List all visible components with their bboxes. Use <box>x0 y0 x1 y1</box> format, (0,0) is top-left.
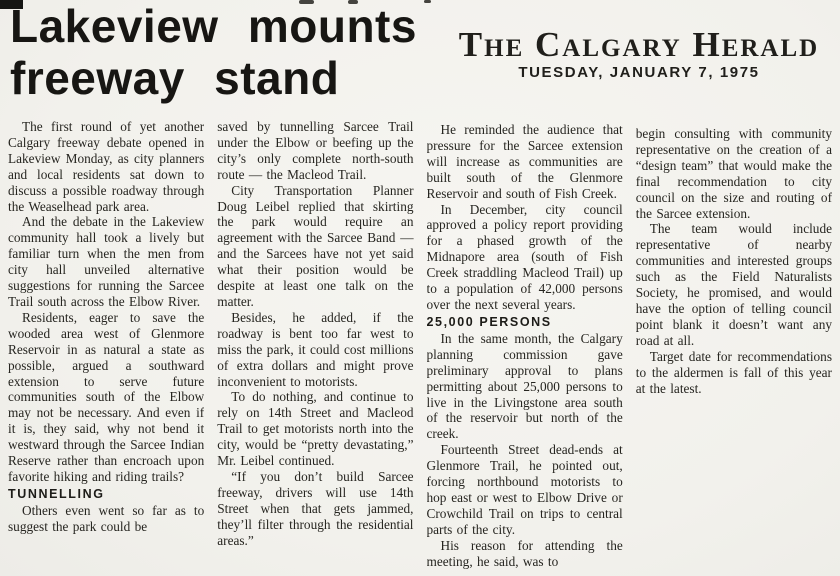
headline-line-2: freeway stand <box>10 52 340 104</box>
article-paragraph: He reminded the audience that pressure for the Sarcee extension will increase as communities are built south of the Glenmore Reservoir and south of Fish Creek. <box>426 122 623 201</box>
article-paragraph: The first round of yet another Calgary freeway debate opened in Lakeview Monday, as city planners and local residents sat down to discuss a possible roadway through the Weaselhead park area. <box>8 119 205 214</box>
article-paragraph: The team would include representative of nearby communities and interested groups such as the Field Naturalists Society, he promised, and would have the option of telling council point blank it doesn’t want any road at all. <box>635 221 832 348</box>
article-paragraph: Others even went so far as to suggest the park could be <box>8 502 205 534</box>
article-paragraph: In the same month, the Calgary planning commission gave preliminary approval to plans permitting about 25,000 persons to live in the Livingstone area south of the reservoir but north of the creek. <box>426 330 623 442</box>
article-paragraph: Residents, eager to save the wooded area west of Glenmore Reservoir in as natural a state as possible, argued a southward extension to serve future communities south of the Elbow may not be necessary. And even if it is, they said, why not bend it westward through the Sarcee Indian Reserve rather than encroach upon favorite hiking and riding trails? <box>8 309 205 484</box>
article-column-2 <box>217 106 413 576</box>
section-subhead: 25,000 PERSONS <box>426 314 552 329</box>
article-headline <box>10 0 440 104</box>
article-paragraph: To do nothing, and continue to rely on 14th Street and Macleod Trail to get motorists north into the city, would be “pretty devastating,” Mr. Leibel continued. <box>217 389 414 469</box>
article-column-1 <box>8 106 204 576</box>
article-column-3 <box>427 106 623 576</box>
article-body <box>8 106 832 576</box>
article-paragraph: Fourteenth Street dead-ends at Glenmore Trail, he pointed out, forcing northbound motorists to hop east or west to Elbow Drive or Crowchild Trail on trips to central parts of the city. <box>426 442 623 537</box>
article-paragraph: begin consulting with community representative on the creation of a “design team” that would make the final recommendation to city council on the size and routing of the Sarcee extension. <box>635 126 832 221</box>
article-paragraph: “If you don’t build Sarcee freeway, drivers will use 14th Street when that gets jammed, they’ll filter through the residential areas.” <box>217 468 414 548</box>
article-column-4 <box>636 106 832 576</box>
article-paragraph: His reason for attending the meeting, he said, was to <box>426 537 623 569</box>
article-paragraph: In December, city council approved a policy report providing for a phased growth of the Midnapore area (south of Fish Creek straddling Macleod Trail) up to a population of 42,000 persons over the next several years. <box>426 201 623 312</box>
section-subhead: TUNNELLING <box>8 486 105 501</box>
issue-date: TUESDAY, JANUARY 7, 1975 <box>518 64 760 81</box>
headline-line-1: Lakeview mounts <box>10 0 417 52</box>
article-paragraph: saved by tunnelling Sarcee Trail under the Elbow or beefing up the city’s only complete north-south route — the Macleod Trail. <box>217 119 414 182</box>
article-paragraph: And the debate in the Lakeview community hall took a lively but familiar turn when the men from city hall unveiled alternative suggestions for running the Sarcee Trail south across the Elbow River. <box>8 214 205 309</box>
article-paragraph: Besides, he added, if the roadway is bent too far west to miss the park, it could cost millions of extra dollars and might prove inconvenient to motorists. <box>217 309 414 389</box>
newspaper-title: The Calgary Herald <box>458 25 820 64</box>
newspaper-masthead <box>448 27 830 81</box>
article-paragraph: Target date for recommendations to the aldermen is fall of this year at the latest. <box>635 348 832 396</box>
article-paragraph: City Transportation Planner Doug Leibel replied that skirting the park would require an agreement with the Sarcee Band — and the Sarcees have not yet said what their position would be despite at least one talk on the matter. <box>217 182 414 309</box>
